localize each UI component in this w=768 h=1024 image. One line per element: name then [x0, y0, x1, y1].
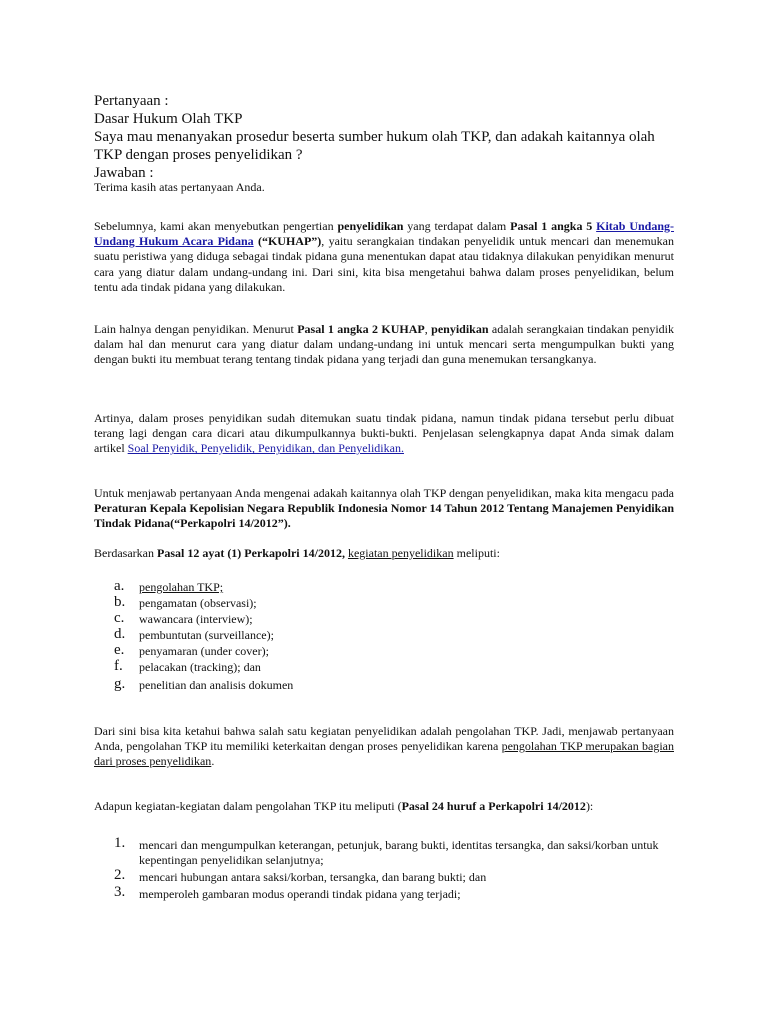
list-item: 1. mencari dan mengumpulkan keterangan, petunjuk, barang bukti, identitas tersangka, dan saksi/korban untuk kepentingan penyelidikan selanjutnya; — [114, 835, 659, 867]
paragraph-pasal-24: Adapun kegiatan-kegiatan dalam pengolahan TKP itu meliputi (Pasal 24 huruf a Perkapolri 14/2012): — [94, 799, 594, 813]
question-label: Pertanyaan : — [94, 93, 169, 109]
question-body: Saya mau menanyakan prosedur beserta sumber hukum olah TKP, dan adakah kaitannya olah TKP dengan proses penyelidikan ? — [94, 129, 655, 163]
list-item: 2. mencari hubungan antara saksi/korban, tersangka, dan barang bukti; dan — [114, 867, 487, 884]
list-item: f. pelacakan (tracking); dan — [114, 658, 261, 674]
paragraph-penyelidikan-definition: Sebelumnya, kami akan menyebutkan pengertian penyelidikan yang terdapat dalam Pasal 1 angka 5 Kitab Undang-Undang Hukum Acara Pidana (“KUHAP”), yaitu serangkaian tindakan penyelidik untuk mencari dan menemukan suatu peristiwa yang diduga sebagai tindak pidana guna menentukan dapat atau tidaknya dilakukan penyidikan menurut cara yang diatur dalam undang-undang ini. Dari sini, kita bisa mengetahui bahwa dalam proses penyelidikan, belum tentu ada tindak pidana yang dilakukan. — [94, 219, 674, 294]
penyelidikan-activity-list — [94, 579, 674, 693]
paragraph-article-reference: Artinya, dalam proses penyidikan sudah ditemukan suatu tindak pidana, namun tindak pidana tersebut perlu dibuat terang lagi dengan cara dicari atau dikumpulkannya bukti-bukti. Penjelasan selengkapnya dapat Anda simak dalam artikel Soal Penyidik, Penyelidik, Penyidikan, dan Penyelidikan. — [94, 411, 674, 456]
list-item: d. pembuntutan (surveillance); — [114, 626, 274, 642]
olah-tkp-activity-list — [94, 835, 674, 902]
article-link[interactable]: Soal Penyidik, Penyelidik, Penyidikan, dan Penyelidikan. — [127, 441, 404, 456]
kuhap-link[interactable]: Kitab Undang-Undang Hukum Acara Pidana — [94, 219, 674, 249]
paragraph-pasal-12: Berdasarkan Pasal 12 ayat (1) Perkapolri 14/2012, kegiatan penyelidikan meliputi: — [94, 546, 500, 560]
list-item: e. penyamaran (under cover); — [114, 642, 269, 658]
list-item: b. pengamatan (observasi); — [114, 594, 257, 610]
list-item: a. pengolahan TKP; — [114, 578, 224, 594]
paragraph-penyidikan-definition: Lain halnya dengan penyidikan. Menurut Pasal 1 angka 2 KUHAP, penyidikan adalah serangkaian tindakan penyidik dalam hal dan menurut cara yang diatur dalam undang-undang ini untuk mencari serta mengumpulkan bukti yang dengan bukti itu membuat terang tentang tindak pidana yang terjadi dan guna menemukan tersangkanya. — [94, 322, 675, 367]
list-item: c. wawancara (interview); — [114, 610, 253, 626]
answer-thanks: Terima kasih atas pertanyaan Anda. — [94, 180, 265, 194]
list-item: g. penelitian dan analisis dokumen — [114, 676, 294, 692]
paragraph-perkapolri-reference: Untuk menjawab pertanyaan Anda mengenai adakah kaitannya olah TKP dengan penyelidikan, maka kita mengacu pada Peraturan Kepala Kepolisian Negara Republik Indonesia Nomor 14 Tahun 2012 Tentang Manajemen Penyidikan Tindak Pidana(“Perkapolri 14/2012”). — [94, 486, 674, 531]
paragraph-conclusion: Dari sini bisa kita ketahui bahwa salah satu kegiatan penyelidikan adalah pengolahan TKP. Jadi, menjawab pertanyaan Anda, pengolahan TKP itu memiliki keterkaitan dengan proses penyelidikan karena pengolahan TKP merupakan bagian dari proses penyelidikan. — [94, 724, 674, 769]
list-item: 3. memperoleh gambaran modus operandi tindak pidana yang terjadi; — [114, 884, 461, 901]
answer-label: Jawaban : — [94, 165, 154, 181]
question-title: Dasar Hukum Olah TKP — [94, 111, 243, 127]
